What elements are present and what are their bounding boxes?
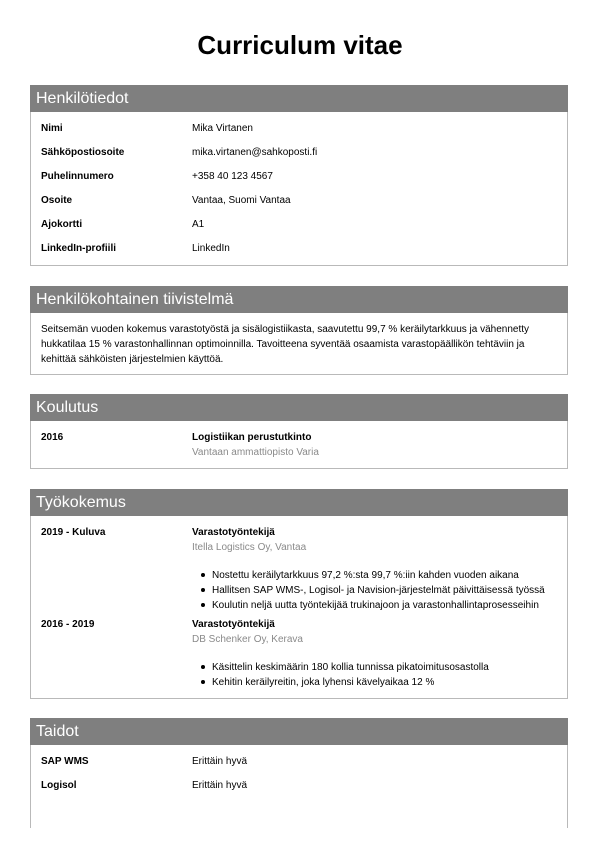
achievement-list	[192, 660, 567, 690]
info-row-email	[31, 146, 567, 170]
info-row-name	[31, 122, 567, 146]
info-row-linkedin	[31, 242, 567, 266]
summary-text: Seitsemän vuoden kokemus varastotyöstä ja sisälogistiikasta, saavutettu 99,7 % keräilytarkkuus ja vähennetty hukkatilaa 15 % varastonhallinnan optimoinnilla. Tavoitteena syventää osaamista varastopäällikön tehtäviin ja kehittää sähköisten järjestelmien käyttöä.	[41, 324, 530, 365]
info-label: Nimi	[41, 123, 63, 134]
info-row-address	[31, 194, 567, 218]
section-heading: Henkilökohtainen tiivistelmä	[30, 286, 568, 313]
entry-institution: Vantaan ammattiopisto Varia	[192, 447, 319, 458]
skill-level: Erittäin hyvä	[192, 780, 248, 791]
skill-level: Erittäin hyvä	[192, 756, 248, 767]
entry-employer: Itella Logistics Oy, Vantaa	[192, 542, 307, 553]
linkedin-link[interactable]: LinkedIn	[192, 243, 230, 254]
info-row-license	[31, 218, 567, 242]
list-item: Hallitsen SAP WMS-, Logisol- ja Navision-järjestelmät päivittäisessä työssä	[212, 583, 567, 598]
section-experience	[30, 489, 568, 699]
section-education	[30, 394, 568, 469]
document-title: Curriculum vitae	[197, 30, 403, 60]
entry-date: 2016	[41, 432, 64, 443]
achievement-list	[192, 568, 567, 613]
skill-name: SAP WMS	[41, 756, 89, 767]
email-value[interactable]: mika.virtanen@sahkoposti.fi	[192, 147, 318, 158]
info-label: LinkedIn-profiili	[41, 243, 116, 254]
education-entry	[31, 421, 567, 461]
info-label: Ajokortti	[41, 219, 83, 230]
list-item: Nostettu keräilytarkkuus 97,2 %:sta 99,7 %:iin kahden vuoden aikana	[212, 568, 567, 583]
info-value: Vantaa, Suomi Vantaa	[192, 195, 291, 206]
entry-date: 2016 - 2019	[41, 619, 95, 630]
skill-row	[31, 779, 567, 803]
info-label: Puhelinnumero	[41, 171, 114, 182]
experience-entry	[31, 613, 567, 690]
skill-name: Logisol	[41, 780, 77, 791]
info-row-phone	[31, 170, 567, 194]
list-item: Kehitin keräilyreitin, joka lyhensi kävelyaikaa 12 %	[212, 675, 567, 690]
list-item: Koulutin neljä uutta työntekijää trukinajoon ja varastonhallintaprosesseihin	[212, 598, 567, 613]
entry-date: 2019 - Kuluva	[41, 527, 106, 538]
section-personal-info	[30, 85, 568, 266]
info-label: Osoite	[41, 195, 73, 206]
entry-employer: DB Schenker Oy, Kerava	[192, 634, 303, 645]
entry-title: Logistiikan perustutkinto	[192, 432, 312, 443]
section-heading: Henkilötiedot	[30, 85, 568, 112]
info-value: A1	[192, 219, 205, 230]
skill-row	[31, 755, 567, 779]
list-item: Käsittelin keskimäärin 180 kollia tunnissa pikatoimitusosastolla	[212, 660, 567, 675]
section-summary	[30, 286, 568, 375]
phone-value: +358 40 123 4567	[192, 171, 273, 182]
section-heading: Koulutus	[30, 394, 568, 421]
info-value: Mika Virtanen	[192, 123, 253, 134]
info-label: Sähköpostiosoite	[41, 147, 125, 158]
section-heading: Työkokemus	[30, 489, 568, 516]
section-skills	[30, 718, 568, 828]
entry-title: Varastotyöntekijä	[192, 527, 275, 538]
experience-entry	[31, 516, 567, 613]
entry-title: Varastotyöntekijä	[192, 619, 275, 630]
section-heading: Taidot	[30, 718, 568, 745]
